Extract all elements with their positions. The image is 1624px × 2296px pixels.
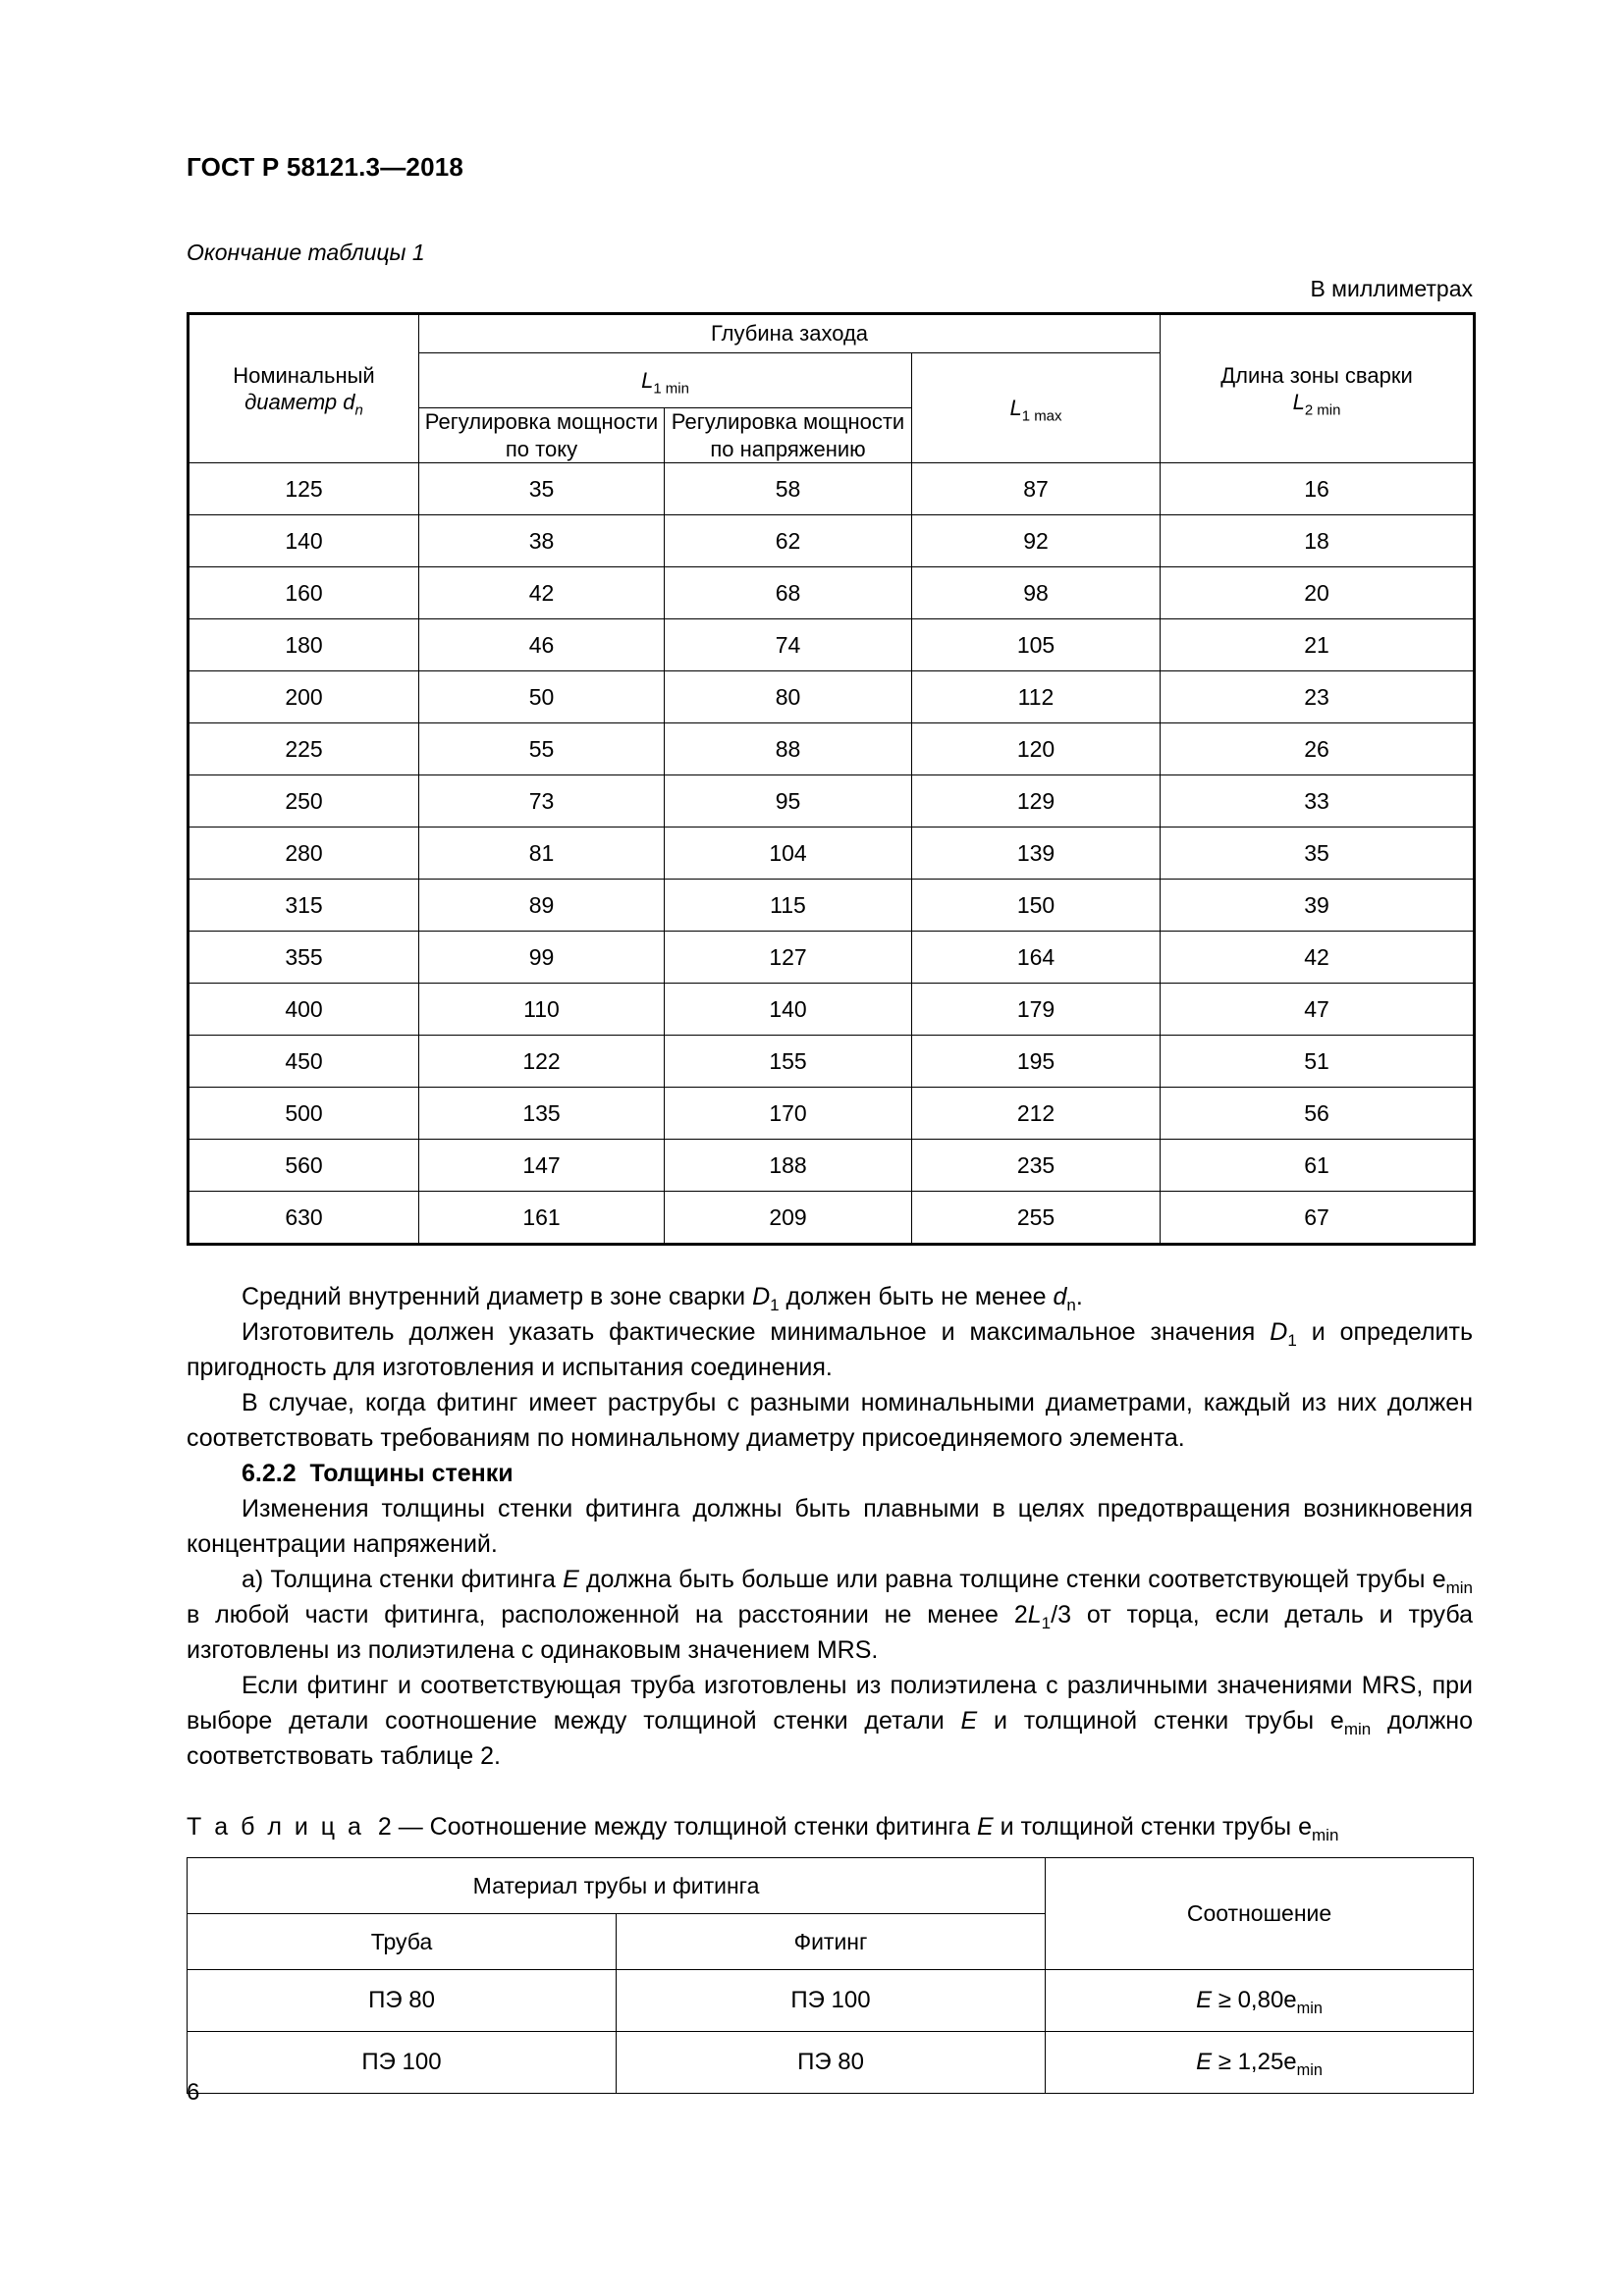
th-l2min: L <box>1292 390 1305 414</box>
table-row <box>189 723 1475 775</box>
table-cell: 110 <box>419 984 665 1036</box>
p6-symbol-e: e <box>1329 1707 1344 1735</box>
ratio-symbol-e: e <box>1283 1987 1297 2013</box>
table-row <box>189 1036 1475 1088</box>
table-cell: 255 <box>912 1192 1161 1245</box>
table-cell: 400 <box>189 984 419 1036</box>
table-cell: 73 <box>419 775 665 828</box>
p6-text-a: Если фитинг и соответствующая труба изготовлены из полиэтилена с различными значениями MRS, при выборе детали соотношение между толщиной стенки детали <box>187 1672 1473 1735</box>
table2-caption <box>187 1813 1473 1842</box>
p6-text-b: и толщиной стенки трубы <box>977 1707 1330 1735</box>
table-cell: 250 <box>189 775 419 828</box>
table-cell: 50 <box>419 671 665 723</box>
table-cell: 122 <box>419 1036 665 1088</box>
ratio-operator: ≥ 0,80 <box>1212 1987 1284 2013</box>
th-l1min <box>419 353 912 408</box>
table-cell-fitting: ПЭ 100 <box>617 1970 1046 2032</box>
p2-symbol-D-sub: 1 <box>1287 1331 1297 1350</box>
table-row <box>189 775 1475 828</box>
table-cell-pipe: ПЭ 80 <box>188 1970 617 2032</box>
ratio-symbol-e-sub: min <box>1296 1999 1323 2017</box>
table-cell: 62 <box>665 515 912 567</box>
table-row <box>189 515 1475 567</box>
ratio-symbol-E: E <box>1196 1987 1213 2013</box>
table-row <box>188 1970 1474 2032</box>
standard-header: ГОСТ Р 58121.3—2018 <box>187 152 464 182</box>
th-nominal-diameter <box>189 314 419 463</box>
p6-symbol-E: E <box>960 1707 978 1735</box>
table-cell: 200 <box>189 671 419 723</box>
th-ratio: Соотношение <box>1046 1858 1474 1970</box>
paragraph-wall-thickness-changes: Изменения толщины стенки фитинга должны быть плавными в целях предотвращения возникновения концентрации напряжений. <box>187 1495 1473 1558</box>
th-l1min-letter: L <box>641 367 654 393</box>
table-cell: 98 <box>912 567 1161 619</box>
table-cell: 225 <box>189 723 419 775</box>
page-content <box>187 0 1473 2094</box>
th-l1min-sub: 1 min <box>653 380 689 398</box>
table-cell: 46 <box>419 619 665 671</box>
table-cell: 21 <box>1161 619 1475 671</box>
th-wz-text: Длина зоны сварки <box>1220 362 1413 388</box>
table-row <box>189 828 1475 880</box>
table-cell: 120 <box>912 723 1161 775</box>
table-cell: 55 <box>419 723 665 775</box>
table-cell: 87 <box>912 463 1161 515</box>
table-cell: 180 <box>189 619 419 671</box>
th-pbv-line1: Регулировка мощности <box>671 409 905 434</box>
table-cell: 150 <box>912 880 1161 932</box>
p1-text-end: . <box>1075 1283 1083 1310</box>
table2-body <box>188 1970 1474 2094</box>
th-power-by-current <box>419 408 665 463</box>
p1-symbol-D-sub: 1 <box>770 1296 780 1314</box>
table-cell: 450 <box>189 1036 419 1088</box>
p5-text-a: а) Толщина стенки фитинга <box>242 1566 564 1593</box>
p6-symbol-e-sub: min <box>1343 1720 1372 1738</box>
p2-text-b: и определить пригодность для изготовления и испытания соединения. <box>187 1318 1473 1381</box>
table-row <box>189 567 1475 619</box>
table-cell: 140 <box>665 984 912 1036</box>
p5-symbol-L-sub: 1 <box>1041 1614 1052 1632</box>
p1-symbol-D: D <box>752 1283 771 1310</box>
paragraph-sockets: В случае, когда фитинг имеет раструбы с разными номинальными диаметрами, каждый из них должен соответствовать требованиям по номинальному диаметру присоединяемого элемента. <box>187 1389 1473 1452</box>
section-number: 6.2.2 <box>242 1460 297 1487</box>
table-cell: 23 <box>1161 671 1475 723</box>
table2-caption-symbol-e-sub: min <box>1312 1826 1339 1844</box>
table-cell: 58 <box>665 463 912 515</box>
paragraph-manufacturer <box>187 1314 1473 1385</box>
table-cell: 81 <box>419 828 665 880</box>
table-cell: 51 <box>1161 1036 1475 1088</box>
table-cell: 115 <box>665 880 912 932</box>
table-cell: 161 <box>419 1192 665 1245</box>
table-row <box>188 2032 1474 2094</box>
table-material-ratio <box>187 1857 1474 2094</box>
table-cell: 280 <box>189 828 419 880</box>
p2-symbol-D: D <box>1270 1318 1288 1346</box>
table-row <box>189 463 1475 515</box>
table-cell: 68 <box>665 567 912 619</box>
table-cell: 147 <box>419 1140 665 1192</box>
table-cell: 105 <box>912 619 1161 671</box>
table-cell: 88 <box>665 723 912 775</box>
th-pbv-line2: по напряжению <box>710 436 866 461</box>
th-material: Материал трубы и фитинга <box>188 1858 1046 1914</box>
table2-header-row-1 <box>188 1858 1474 1914</box>
table1-body <box>189 463 1475 1245</box>
th-power-by-voltage <box>665 408 912 463</box>
th-pbc-line2: по току <box>505 436 578 461</box>
p1-text-a: Средний внутренний диаметр в зоне сварки <box>242 1283 753 1310</box>
table-cell: 127 <box>665 932 912 984</box>
table-row <box>189 1140 1475 1192</box>
table-cell: 47 <box>1161 984 1475 1036</box>
table-cell: 42 <box>1161 932 1475 984</box>
th-fitting: Фитинг <box>617 1914 1046 1970</box>
table-cell: 188 <box>665 1140 912 1192</box>
table-row <box>189 880 1475 932</box>
table-cell: 129 <box>912 775 1161 828</box>
ratio-symbol-e-sub: min <box>1296 2060 1323 2079</box>
table-cell-pipe: ПЭ 100 <box>188 2032 617 2094</box>
th-l2min-sub: 2 min <box>1304 401 1341 419</box>
p5-symbol-L: L <box>1027 1601 1042 1629</box>
paragraph-different-mrs <box>187 1668 1473 1774</box>
table1-header-row-1 <box>189 314 1475 353</box>
table-cell: 355 <box>189 932 419 984</box>
table-cell: 16 <box>1161 463 1475 515</box>
table-cell: 95 <box>665 775 912 828</box>
th-l1max-letter: L <box>1009 395 1022 420</box>
table-cell: 235 <box>912 1140 1161 1192</box>
table-row <box>189 984 1475 1036</box>
table2-caption-dash: — <box>398 1813 423 1841</box>
p5-symbol-e-sub: min <box>1445 1578 1473 1597</box>
p5-symbol-E: E <box>563 1566 579 1593</box>
table2-caption-text-a: Соотношение между толщиной стенки фитинга <box>429 1813 977 1841</box>
table-cell: 18 <box>1161 515 1475 567</box>
th-nd-text: диаметр d <box>244 390 355 414</box>
table-cell: 61 <box>1161 1140 1475 1192</box>
p1-symbol-d-sub: n <box>1066 1296 1076 1314</box>
page-number: 6 <box>187 2079 200 2106</box>
table-entry-depth <box>187 312 1476 1246</box>
table-cell: 20 <box>1161 567 1475 619</box>
table-cell: 164 <box>912 932 1161 984</box>
table-row <box>189 1192 1475 1245</box>
table-cell: 630 <box>189 1192 419 1245</box>
p2-text-a: Изготовитель должен указать фактические минимальное и максимальное значения <box>242 1318 1271 1346</box>
th-pipe: Труба <box>188 1914 617 1970</box>
p5-text-c: в любой части фитинга, расположенной на расстоянии не менее 2 <box>187 1601 1028 1629</box>
table-cell: 209 <box>665 1192 912 1245</box>
table-cell-ratio <box>1046 2032 1474 2094</box>
table-cell: 80 <box>665 671 912 723</box>
ratio-symbol-e: e <box>1283 2049 1297 2075</box>
table-cell: 139 <box>912 828 1161 880</box>
table2-caption-label: Т а б л и ц а <box>187 1813 364 1841</box>
p1-symbol-d: d <box>1053 1283 1067 1310</box>
table-row <box>189 932 1475 984</box>
table-cell: 195 <box>912 1036 1161 1088</box>
table-row <box>189 671 1475 723</box>
table-cell: 155 <box>665 1036 912 1088</box>
table2-caption-symbol-E: E <box>976 1813 994 1841</box>
table-cell: 89 <box>419 880 665 932</box>
table-cell: 38 <box>419 515 665 567</box>
table-cell: 135 <box>419 1088 665 1140</box>
table-cell: 140 <box>189 515 419 567</box>
p5-text-d: /3 от торца, если деталь и труба изготовлены из полиэтилена с одинаковым значением MRS. <box>187 1601 1473 1664</box>
table-cell: 92 <box>912 515 1161 567</box>
p6-text-c: должно соответствовать таблице 2. <box>187 1707 1473 1770</box>
table-cell: 560 <box>189 1140 419 1192</box>
ratio-operator: ≥ 1,25 <box>1212 2049 1284 2075</box>
table-cell: 104 <box>665 828 912 880</box>
table-cell: 179 <box>912 984 1161 1036</box>
table1-units-note: В миллиметрах <box>1310 276 1473 301</box>
table2-caption-symbol-e: e <box>1298 1813 1312 1841</box>
paragraph-mean-inner-diameter <box>187 1279 1473 1314</box>
table-row <box>189 619 1475 671</box>
p5-text-b: должна быть больше или равна толщине стенки соответствующей трубы <box>578 1566 1433 1593</box>
p1-text-b: должен быть не менее <box>779 1283 1054 1310</box>
table-cell: 112 <box>912 671 1161 723</box>
th-pbc-line1: Регулировка мощности <box>424 409 659 434</box>
table-cell: 212 <box>912 1088 1161 1140</box>
table-cell-ratio <box>1046 1970 1474 2032</box>
th-weld-zone-length <box>1161 314 1475 463</box>
table-cell: 56 <box>1161 1088 1475 1140</box>
table-cell-fitting: ПЭ 80 <box>617 2032 1046 2094</box>
table2-caption-number: 2 <box>377 1813 392 1841</box>
table-cell: 33 <box>1161 775 1475 828</box>
table-cell: 67 <box>1161 1192 1475 1245</box>
table-cell: 160 <box>189 567 419 619</box>
table-cell: 26 <box>1161 723 1475 775</box>
table-cell: 39 <box>1161 880 1475 932</box>
p5-symbol-e: e <box>1432 1566 1446 1593</box>
ratio-symbol-E: E <box>1196 2049 1213 2075</box>
th-l1max-sub: 1 max <box>1021 407 1062 425</box>
section-heading-622 <box>187 1456 1473 1491</box>
table-cell: 500 <box>189 1088 419 1140</box>
th-entry-depth: Глубина захода <box>419 314 1161 353</box>
table2-caption-text-b: и толщиной стенки трубы <box>993 1813 1299 1841</box>
th-l1max <box>912 353 1161 463</box>
table-cell: 35 <box>1161 828 1475 880</box>
table-cell: 315 <box>189 880 419 932</box>
table-cell: 35 <box>419 463 665 515</box>
table-cell: 170 <box>665 1088 912 1140</box>
table1-caption: Окончание таблицы 1 <box>187 240 425 265</box>
th-nd-sub: n <box>354 401 363 419</box>
table-cell: 125 <box>189 463 419 515</box>
table-cell: 74 <box>665 619 912 671</box>
table-row <box>189 1088 1475 1140</box>
section-title: Толщины стенки <box>309 1460 514 1487</box>
th-nominal-diameter-line1: Номинальный <box>233 362 375 388</box>
table-cell: 42 <box>419 567 665 619</box>
paragraph-item-a <box>187 1562 1473 1668</box>
table-cell: 99 <box>419 932 665 984</box>
th-nominal-diameter-line2 <box>244 390 363 419</box>
